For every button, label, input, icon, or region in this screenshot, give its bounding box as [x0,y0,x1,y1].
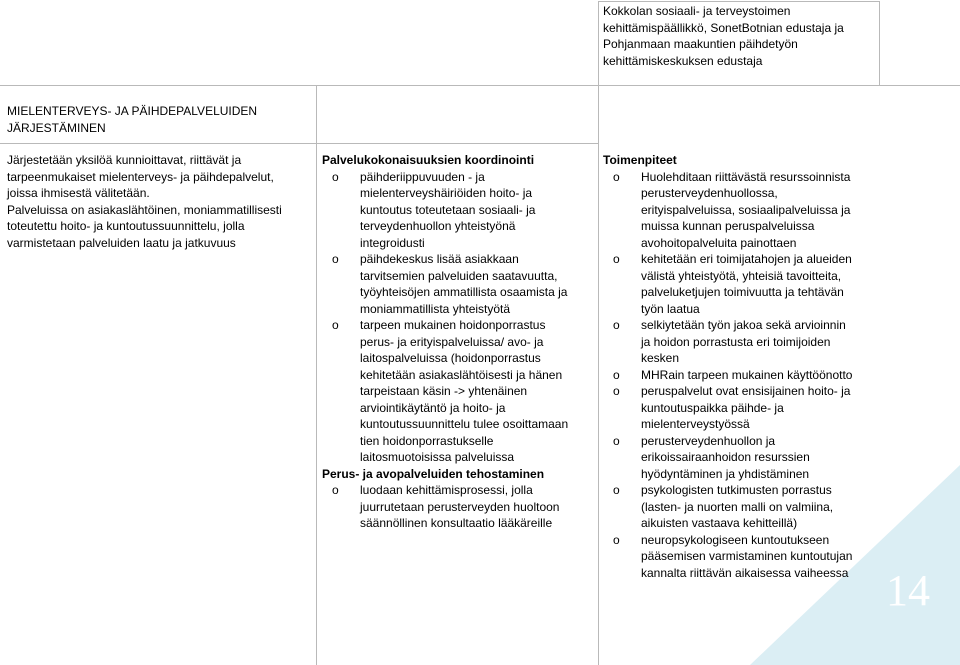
list-item [603,317,893,367]
list-item-line: kuntoutussuunnittelu tulee osoittamaan [360,417,569,431]
list-item-line: välistä yhteistyötä, yhteisiä tavoitteita, [641,268,842,283]
list-item-line: moniammatillista yhteistyötä [360,301,511,316]
bullet-icon: o [332,483,339,497]
list-item-line: kehitetään eri toimijatahojen ja alueiden [641,252,852,266]
list-item-line: säännöllinen konsultaatio lääkäreille [360,516,553,530]
page-number: 14 [886,566,930,615]
list-item [322,251,594,317]
grid-line-header-left [598,1,599,85]
coordination-list [322,169,594,466]
goals-line-4: Palveluissa on asiakaslähtöinen, moniammatillisesti [7,202,282,217]
list-item-line: tarpeen mukainen hoidonporrastus [360,318,546,332]
header-line-1: Kokkolan sosiaali- ja terveystoimen [603,4,791,18]
list-item-line: tarvitsemien palveluiden saatavuutta, [360,268,558,283]
bullet-icon: o [613,433,620,448]
list-item-line: neuropsykologiseen kuntoutukseen [641,532,830,547]
bullet-icon: o [332,252,339,266]
section-title [7,103,312,136]
list-item-line: työn laatua [641,301,700,316]
header-line-4: kehittämiskeskuksen edustaja [603,53,763,68]
list-item [603,367,893,384]
list-item [322,169,594,252]
list-item-line: erikoissairaanhoidon resurssien [641,450,810,464]
actions-list [603,169,893,582]
header-line-2: kehittämispäällikkö, SonetBotnian edustaja ja [603,20,844,35]
list-item-line: aikuisten vastaava kehitteillä) [641,516,798,530]
list-item-line: palveluketjujen toimivuutta ja tehtävän [641,285,844,299]
list-item-line: selkiytetään työn jakoa sekä arvioinnin [641,318,846,332]
bullet-icon: o [332,169,339,184]
list-item-line: perusterveydenhuollossa, [641,186,778,200]
header-cell [603,3,878,69]
bullet-icon: o [613,367,620,382]
list-item-line: erityispalveluissa, sosiaalipalveluissa ja [641,202,851,217]
list-item [603,433,893,483]
list-item-line: kehitetään asiakaslähtöisesti ja hänen [360,367,563,382]
list-item-line: päihdekeskus lisää asiakkaan [360,252,519,266]
list-item [603,383,893,433]
grid-line-col2-right [598,85,599,665]
bullet-icon: o [613,532,620,547]
list-item-line: päihderiippuvuuden - ja [360,169,485,184]
grid-line-col1-right [316,85,317,665]
coordination-heading: Palvelukokonaisuuksien koordinointi [322,153,535,167]
list-item-line: psykologisten tutkimusten porrastus [641,483,832,497]
bullet-icon: o [613,318,620,332]
section-title-line-2: JÄRJESTÄMINEN [7,120,106,135]
goals-line-3: joissa ihmisestä välitetään. [7,186,150,200]
list-item-line: kannalta riittävän aikaisessa vaiheessa [641,565,849,580]
list-item-line: perusterveydenhuollon ja [641,433,776,448]
list-item-line: MHRain tarpeen mukainen käyttöönotto [641,367,853,382]
list-item-line: terveydenhuollon yhteistyönä [360,219,516,233]
list-item [322,317,594,466]
list-item-line: (lasten- ja nuorten malli on valmiina, [641,499,834,514]
list-item-line: Huolehditaan riittävästä resurssoinnista [641,169,851,184]
primary-care-heading: Perus- ja avopalveluiden tehostaminen [322,466,545,481]
list-item-line: kuntoutus toteutetaan sosiaali- ja [360,202,536,217]
goals-line-2: tarpeenmukaiset mielenterveys- ja päihdepalvelut, [7,169,274,184]
list-item-line: kuntoutuspaikka päihde- ja [641,400,784,415]
header-line-3: Pohjanmaan maakuntien päihdetyön [603,37,798,51]
list-item-line: kesken [641,351,680,365]
grid-line-header-right [879,1,880,85]
list-item-line: peruspalvelut ovat ensisijainen hoito- ja [641,384,851,398]
list-item [603,169,893,252]
list-item-line: perus- ja erityispalveluissa/ avo- ja [360,334,544,349]
grid-line-top [598,1,880,2]
list-item-line: mielenterveyshäiriöiden hoito- ja [360,186,533,200]
list-item-line: luodaan kehittämisprosessi, jolla [360,483,533,497]
list-item-line: arviointikäytäntö ja hoito- ja [360,400,506,415]
list-item-line: tien hoidonporrastukselle [360,433,494,448]
list-item [322,482,594,532]
list-item-line: muissa kunnan peruspalveluissa [641,219,815,233]
list-item [603,532,893,582]
list-item-line: hyödyntäminen ja yhdistäminen [641,466,810,481]
bullet-icon: o [613,384,620,398]
list-item-line: avohoitopalveluita painottaen [641,235,797,250]
list-item-line: tarpeistaan käsin -> yhtenäinen [360,384,528,398]
bullet-icon: o [332,318,339,332]
list-item [603,251,893,317]
bullet-icon: o [613,483,620,497]
actions-heading: Toimenpiteet [603,153,677,167]
list-item-line: laitosmuotoisissa palveluissa [360,450,515,464]
goals-cell [7,152,312,251]
goals-line-6: varmistetaan palveluiden laatu ja jatkuvuus [7,235,236,250]
grid-line-section-bottom [0,143,598,144]
grid-line-header-bottom [0,85,960,86]
actions-cell [603,152,893,581]
list-item-line: mielenterveystyössä [641,417,750,431]
goals-line-5: toteutettu hoito- ja kuntoutussuunnittelu, jolla [7,219,245,233]
list-item-line: ja hoidon porrastusta eri toimijoiden [641,334,831,349]
goals-line-1: Järjestetään yksilöä kunnioittavat, riittävät ja [7,153,242,167]
primary-care-list [322,482,594,532]
list-item-line: työyhteisöjen ammatillista osaamista ja [360,285,568,299]
list-item-line: juurrutetaan perusterveyden huoltoon [360,499,560,514]
list-item-line: pääsemisen varmistaminen kuntoutujan [641,549,853,563]
list-item-line: laitospalveluissa (hoidonporrastus [360,351,541,365]
coordination-cell [322,152,594,532]
list-item [603,482,893,532]
bullet-icon: o [613,169,620,184]
list-item-line: integroidusti [360,235,425,250]
bullet-icon: o [613,252,620,266]
section-title-line-1: MIELENTERVEYS- JA PÄIHDEPALVELUIDEN [7,104,258,118]
